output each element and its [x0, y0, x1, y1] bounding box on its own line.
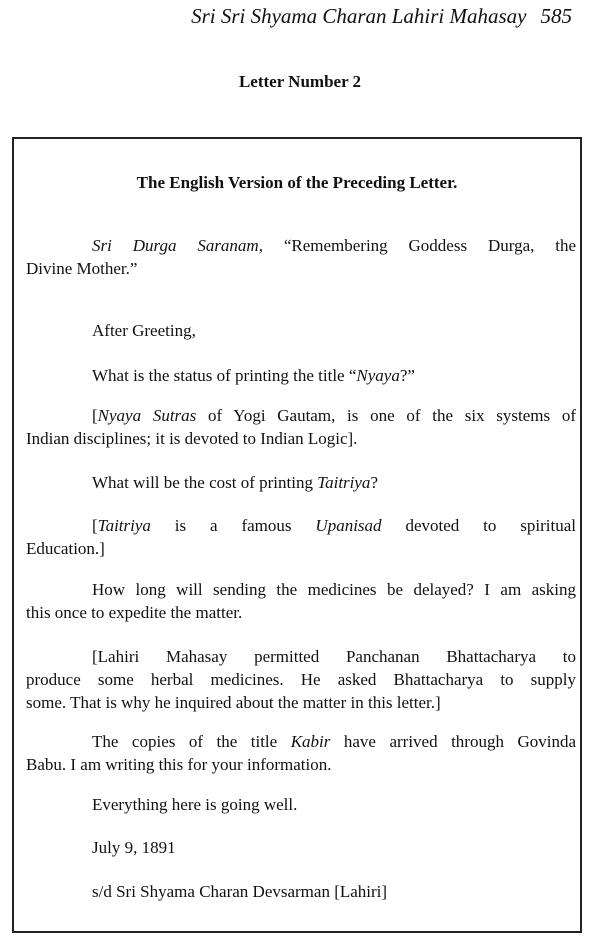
note-2-italic-1: Taitriya [97, 516, 151, 535]
question-1-suffix: ?” [399, 366, 415, 385]
question-2-suffix: ? [370, 473, 378, 492]
question-1-prefix: What is the status of printing the title “ [92, 366, 357, 385]
question-2-prefix: What will be the cost of printing [92, 473, 318, 492]
greeting: After Greeting, [92, 321, 196, 340]
note-3-line-1: [Lahiri Mahasay permitted Panchanan Bhattacharya to [92, 647, 576, 666]
paragraph-3 [26, 578, 576, 624]
letter-box [12, 137, 582, 933]
note-2-italic-2: Upanisad [315, 516, 382, 535]
question-1-italic: Nyaya [356, 366, 400, 385]
note-1-line-2: Indian disciplines; it is devoted to Indian Logic]. [26, 429, 358, 448]
note-2-rest-1: devoted to spiritual [381, 516, 576, 535]
salutation-paragraph [26, 234, 576, 280]
note-2-open: [ [92, 516, 98, 535]
paragraph-3-line-2: this once to expedite the matter. [26, 603, 243, 622]
note-1 [26, 404, 576, 450]
paragraph-4-line-2: Babu. I am writing this for your information. [26, 755, 332, 774]
note-1-open: [ [92, 406, 98, 425]
salutation-line-2: Divine Mother.” [26, 259, 138, 278]
letter-date: July 9, 1891 [92, 838, 176, 857]
paragraph-4-italic: Kabir [290, 732, 331, 751]
note-2-line-2: Education.] [26, 539, 105, 558]
paragraph-4-rest-1: have arrived through Govinda [330, 732, 576, 751]
paragraph-3-line-1: How long will sending the medicines be delayed? I am asking [92, 580, 576, 599]
question-1 [26, 364, 600, 387]
question-2-italic: Taitriya [317, 473, 371, 492]
note-3-line-2: produce some herbal medicines. He asked Bhattacharya to supply [26, 670, 576, 689]
note-1-rest-1: of Yogi Gautam, is one of the six systems of [196, 406, 576, 425]
note-3-line-3: some. That is why he inquired about the matter in this letter.] [26, 693, 441, 712]
running-head-title: Sri Sri Shyama Charan Lahiri Mahasay [191, 4, 527, 28]
note-1-italic: Nyaya Sutras [97, 406, 197, 425]
note-3 [26, 645, 576, 714]
note-1-line-1 [26, 404, 576, 427]
letter-heading: Letter Number 2 [238, 72, 362, 91]
box-title: The English Version of the Preceding Letter. [136, 173, 458, 192]
page-number: 585 [540, 4, 572, 28]
paragraph-4 [26, 730, 576, 776]
salutation-line-1 [26, 234, 576, 257]
signature: s/d Sri Shyama Charan Devsarman [Lahiri] [92, 882, 388, 901]
paragraph-5: Everything here is going well. [92, 795, 298, 814]
note-2-mid: is a famous [150, 516, 316, 535]
paragraph-4-line-1 [26, 730, 576, 753]
question-2 [26, 471, 600, 494]
salutation-italic: Sri Durga Saranam [92, 236, 259, 255]
paragraph-4-prefix: The copies of the title [92, 732, 291, 751]
note-2-line-1 [26, 514, 576, 537]
salutation-rest-1: , “Remembering Goddess Durga, the [258, 236, 576, 255]
note-2 [26, 514, 576, 560]
running-head [191, 4, 572, 29]
